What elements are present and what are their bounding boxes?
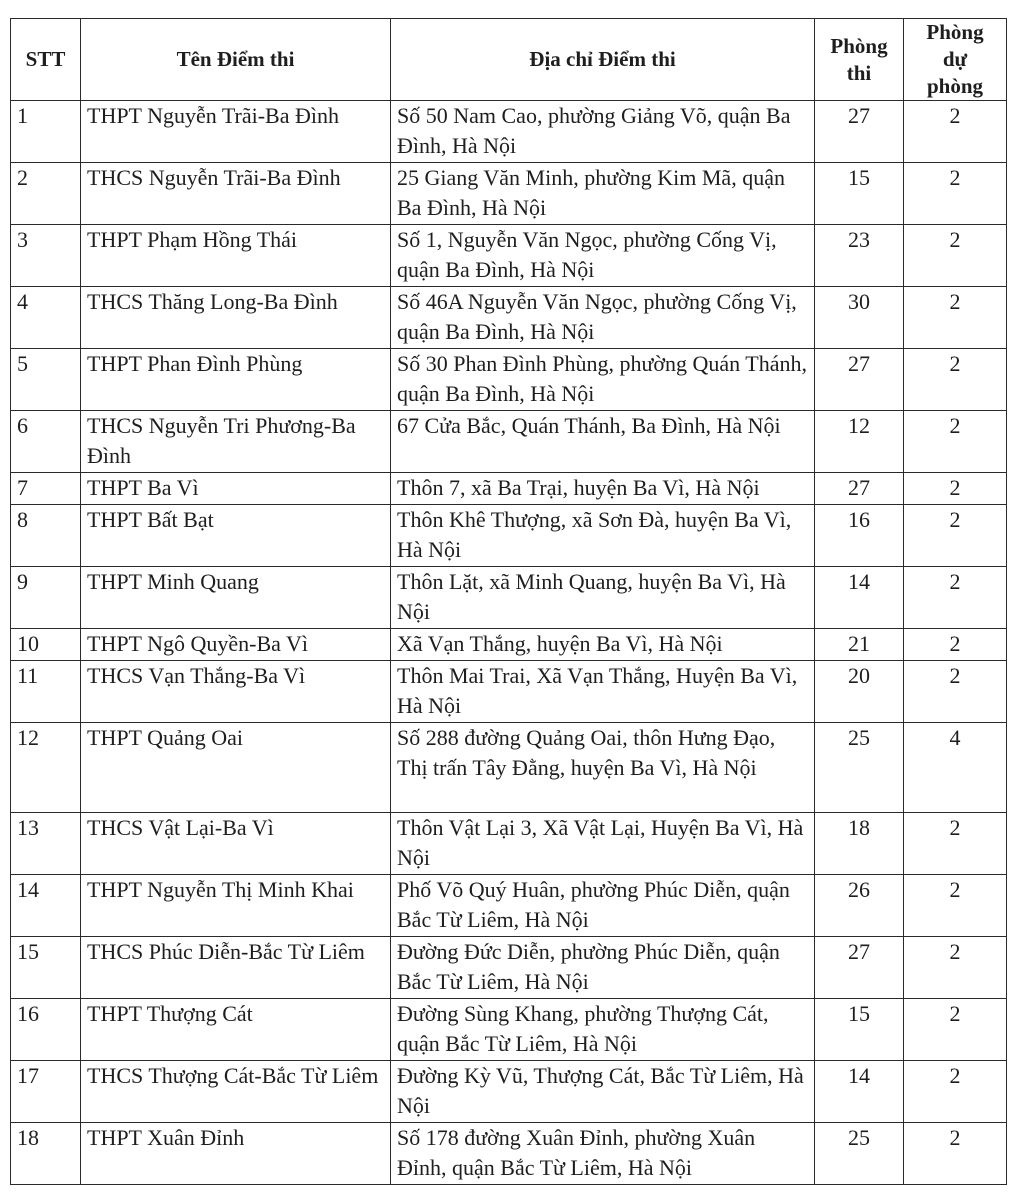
cell-stt: 17	[11, 1061, 81, 1123]
cell-exam-rooms: 16	[815, 505, 904, 567]
table-row	[11, 1061, 1007, 1123]
table-row	[11, 567, 1007, 629]
cell-reserve-rooms: 2	[904, 411, 1007, 473]
cell-site-address: Số 178 đường Xuân Đỉnh, phường Xuân Đỉnh, quận Bắc Từ Liêm, Hà Nội	[391, 1123, 815, 1185]
header-reserve-line-1: Phòng	[926, 20, 984, 44]
header-reserve-rooms	[904, 19, 1007, 101]
cell-exam-rooms: 27	[815, 473, 904, 505]
cell-site-address: 25 Giang Văn Minh, phường Kim Mã, quận Ba Đình, Hà Nội	[391, 163, 815, 225]
header-exam-site-address: Địa chỉ Điểm thi	[391, 19, 815, 101]
table-row	[11, 411, 1007, 473]
cell-site-address: Thôn 7, xã Ba Trại, huyện Ba Vì, Hà Nội	[391, 473, 815, 505]
cell-exam-rooms: 25	[815, 723, 904, 813]
header-exam-site-name: Tên Điểm thi	[81, 19, 391, 101]
cell-stt: 12	[11, 723, 81, 813]
cell-reserve-rooms: 2	[904, 101, 1007, 163]
cell-exam-rooms: 14	[815, 1061, 904, 1123]
table-row	[11, 349, 1007, 411]
cell-site-name: THCS Thăng Long-Ba Đình	[81, 287, 391, 349]
cell-reserve-rooms: 2	[904, 505, 1007, 567]
cell-exam-rooms: 26	[815, 875, 904, 937]
cell-site-address: Đường Kỳ Vũ, Thượng Cát, Bắc Từ Liêm, Hà Nội	[391, 1061, 815, 1123]
cell-stt: 13	[11, 813, 81, 875]
table-row	[11, 287, 1007, 349]
cell-stt: 16	[11, 999, 81, 1061]
cell-exam-rooms: 27	[815, 349, 904, 411]
cell-reserve-rooms: 2	[904, 163, 1007, 225]
cell-stt: 6	[11, 411, 81, 473]
table-row	[11, 661, 1007, 723]
cell-site-name: THPT Phan Đình Phùng	[81, 349, 391, 411]
header-rooms-line-1: Phòng	[830, 33, 888, 58]
cell-exam-rooms: 27	[815, 937, 904, 999]
cell-exam-rooms: 25	[815, 1123, 904, 1185]
cell-site-address: Số 1, Nguyễn Văn Ngọc, phường Cống Vị, quận Ba Đình, Hà Nội	[391, 225, 815, 287]
cell-stt: 3	[11, 225, 81, 287]
cell-reserve-rooms: 2	[904, 875, 1007, 937]
cell-site-name: THCS Vật Lại-Ba Vì	[81, 813, 391, 875]
cell-site-name: THPT Phạm Hồng Thái	[81, 225, 391, 287]
cell-stt: 1	[11, 101, 81, 163]
table-row	[11, 813, 1007, 875]
cell-site-address: Số 46A Nguyễn Văn Ngọc, phường Cống Vị, quận Ba Đình, Hà Nội	[391, 287, 815, 349]
table-row	[11, 875, 1007, 937]
cell-reserve-rooms: 2	[904, 349, 1007, 411]
table-row	[11, 505, 1007, 567]
cell-site-name: THCS Phúc Diễn-Bắc Từ Liêm	[81, 937, 391, 999]
cell-reserve-rooms: 2	[904, 1061, 1007, 1123]
table-row	[11, 1123, 1007, 1185]
table-row	[11, 101, 1007, 163]
cell-site-address: Thôn Mai Trai, Xã Vạn Thắng, Huyện Ba Vì, Hà Nội	[391, 661, 815, 723]
cell-site-name: THPT Nguyễn Trãi-Ba Đình	[81, 101, 391, 163]
table-row	[11, 225, 1007, 287]
cell-site-name: THPT Quảng Oai	[81, 723, 391, 813]
cell-reserve-rooms: 2	[904, 287, 1007, 349]
cell-site-address: Đường Sùng Khang, phường Thượng Cát, quận Bắc Từ Liêm, Hà Nội	[391, 999, 815, 1061]
exam-sites-table	[10, 18, 1007, 1185]
cell-site-address: Thôn Lặt, xã Minh Quang, huyện Ba Vì, Hà Nội	[391, 567, 815, 629]
cell-exam-rooms: 30	[815, 287, 904, 349]
cell-site-address: Thôn Khê Thượng, xã Sơn Đà, huyện Ba Vì, Hà Nội	[391, 505, 815, 567]
cell-stt: 2	[11, 163, 81, 225]
cell-exam-rooms: 12	[815, 411, 904, 473]
cell-stt: 11	[11, 661, 81, 723]
cell-stt: 7	[11, 473, 81, 505]
cell-reserve-rooms: 4	[904, 723, 1007, 813]
cell-exam-rooms: 21	[815, 629, 904, 661]
cell-stt: 9	[11, 567, 81, 629]
header-exam-rooms	[815, 19, 904, 101]
cell-exam-rooms: 15	[815, 999, 904, 1061]
cell-reserve-rooms: 2	[904, 813, 1007, 875]
cell-reserve-rooms: 2	[904, 1123, 1007, 1185]
cell-site-address: Số 50 Nam Cao, phường Giảng Võ, quận Ba Đình, Hà Nội	[391, 101, 815, 163]
cell-exam-rooms: 15	[815, 163, 904, 225]
cell-reserve-rooms: 2	[904, 661, 1007, 723]
table-row	[11, 629, 1007, 661]
cell-site-name: THPT Ngô Quyền-Ba Vì	[81, 629, 391, 661]
table-row	[11, 937, 1007, 999]
cell-reserve-rooms: 2	[904, 225, 1007, 287]
cell-site-address: Số 288 đường Quảng Oai, thôn Hưng Đạo, Thị trấn Tây Đằng, huyện Ba Vì, Hà Nội	[391, 723, 815, 813]
cell-site-name: THPT Thượng Cát	[81, 999, 391, 1061]
cell-stt: 15	[11, 937, 81, 999]
cell-site-name: THCS Nguyễn Tri Phương-Ba Đình	[81, 411, 391, 473]
cell-site-name: THCS Nguyễn Trãi-Ba Đình	[81, 163, 391, 225]
cell-exam-rooms: 18	[815, 813, 904, 875]
cell-reserve-rooms: 2	[904, 629, 1007, 661]
cell-site-name: THCS Thượng Cát-Bắc Từ Liêm	[81, 1061, 391, 1123]
header-rooms-line-2: thi	[846, 60, 872, 85]
cell-stt: 14	[11, 875, 81, 937]
cell-reserve-rooms: 2	[904, 567, 1007, 629]
table-row	[11, 723, 1007, 813]
cell-stt: 18	[11, 1123, 81, 1185]
table-row	[11, 163, 1007, 225]
cell-site-address: 67 Cửa Bắc, Quán Thánh, Ba Đình, Hà Nội	[391, 411, 815, 473]
cell-site-name: THPT Ba Vì	[81, 473, 391, 505]
table-header	[11, 19, 1007, 101]
cell-site-address: Thôn Vật Lại 3, Xã Vật Lại, Huyện Ba Vì, Hà Nội	[391, 813, 815, 875]
header-stt: STT	[11, 19, 81, 101]
cell-reserve-rooms: 2	[904, 937, 1007, 999]
cell-reserve-rooms: 2	[904, 473, 1007, 505]
cell-stt: 8	[11, 505, 81, 567]
table-row	[11, 473, 1007, 505]
cell-exam-rooms: 14	[815, 567, 904, 629]
cell-stt: 4	[11, 287, 81, 349]
cell-site-name: THPT Xuân Đỉnh	[81, 1123, 391, 1185]
cell-stt: 5	[11, 349, 81, 411]
cell-site-name: THCS Vạn Thắng-Ba Vì	[81, 661, 391, 723]
cell-site-address: Xã Vạn Thắng, huyện Ba Vì, Hà Nội	[391, 629, 815, 661]
header-reserve-line-2: dự	[942, 47, 968, 71]
table-row	[11, 999, 1007, 1061]
cell-reserve-rooms: 2	[904, 999, 1007, 1061]
cell-site-address: Đường Đức Diễn, phường Phúc Diễn, quận Bắc Từ Liêm, Hà Nội	[391, 937, 815, 999]
cell-exam-rooms: 23	[815, 225, 904, 287]
cell-site-name: THPT Minh Quang	[81, 567, 391, 629]
cell-exam-rooms: 20	[815, 661, 904, 723]
cell-site-name: THPT Nguyễn Thị Minh Khai	[81, 875, 391, 937]
cell-site-name: THPT Bất Bạt	[81, 505, 391, 567]
cell-exam-rooms: 27	[815, 101, 904, 163]
cell-stt: 10	[11, 629, 81, 661]
header-reserve-line-3: phòng	[926, 74, 984, 98]
cell-site-address: Số 30 Phan Đình Phùng, phường Quán Thánh, quận Ba Đình, Hà Nội	[391, 349, 815, 411]
cell-site-address: Phố Võ Quý Huân, phường Phúc Diễn, quận Bắc Từ Liêm, Hà Nội	[391, 875, 815, 937]
